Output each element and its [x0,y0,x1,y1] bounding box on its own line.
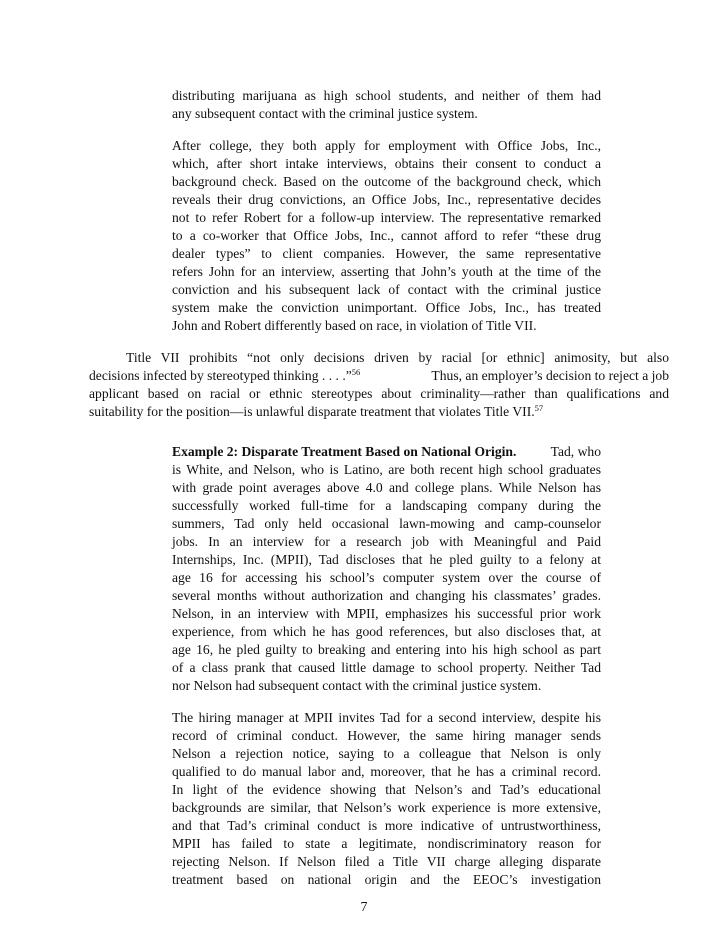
page-number: 7 [360,899,368,914]
text-line: jobs. In an interview for a research job with Meaningful and Paid [172,534,601,549]
text-line: distributing marijuana as high school students, and neither of them had [172,88,601,103]
text-line: Title VII prohibits “not only decisions driven by racial [or ethnic] animosity, but also [126,350,669,365]
text-line: rejecting Nelson. If Nelson filed a Title VII charge alleging disparate [172,854,601,869]
text-segment: decisions infected by stereotyped thinking . . . .”$^{56}$ [89,367,361,383]
text-line [89,367,669,385]
text-line: system make the conviction unimportant. Office Jobs, Inc., has treated [172,300,601,315]
text-line: Nelson a rejection notice, saying to a colleague that Nelson is only [172,746,601,761]
text-line: conviction and his subsequent lack of contact with the criminal justice [172,282,601,297]
text-line: refers John for an interview, asserting that John’s youth at the time of the [172,264,601,279]
text-line: is White, and Nelson, who is Latino, are both recent high school graduates [172,462,601,477]
text-line: and that Tad’s criminal conduct is more indicative of untrustworthiness, [172,818,601,833]
text-line: nor Nelson had subsequent contact with the criminal justice system. [172,678,542,693]
text-line: reveals their drug convictions, an Office Jobs, Inc., representative decides [172,192,601,207]
text-segment: Tad, who [544,444,601,459]
text-line: John and Robert differently based on race, in violation of Title VII. [172,318,537,333]
text-line: summers, Tad only held occasional lawn-mowing and camp-counselor [172,516,601,531]
text-line: MPII has failed to state a legitimate, nondiscriminatory reason for [172,836,601,851]
text-line: dealer types” to client companies. However, the same representative [172,246,601,261]
text-line: Internships, Inc. (MPII), Tad discloses that he pled guilty to a felony at [172,552,601,567]
text-segment: Thus, an employer’s decision to reject a job [424,368,669,383]
text-line: not to refer Robert for a follow-up interview. The representative remarked [172,210,601,225]
text-line [172,443,601,461]
text-line: The hiring manager at MPII invites Tad for a second interview, despite his [172,710,601,725]
footnote-ref[interactable]: 56 [351,367,361,377]
text-line: to a co-worker that Office Jobs, Inc., cannot afford to refer “these drug [172,228,601,243]
text-line: which, after short intake interviews, obtains their consent to conduct a [172,156,601,171]
text-line: qualified to do manual labor and, moreover, that he has a criminal record. [172,764,601,779]
text-line: In light of the evidence showing that Nelson’s and Tad’s educational [172,782,601,797]
text-line: several months without authorization and changing his classmates’ grades. [172,588,601,603]
text-line: experience, from which he has good references, but also discloses that, at [172,624,601,639]
text-line: After college, they both apply for employment with Office Jobs, Inc., [172,138,601,153]
text-line: backgrounds are similar, that Nelson’s work experience is more extensive, [172,800,601,815]
text-line: record of criminal conduct. However, the same hiring manager sends [172,728,601,743]
footnote-ref[interactable]: 57 [534,403,544,413]
text-line: applicant based on racial or ethnic stereotypes about criminality—rather than qualifications and [89,386,669,401]
text-line: of a class prank that caused little damage to school property. Neither Tad [172,660,601,675]
text-line: suitability for the position—is unlawful disparate treatment that violates Title VII.$^{57}$ [89,403,544,419]
text-line: age 16 for accessing his school’s computer system over the course of [172,570,601,585]
text-line: successfully worked full-time for a landscaping company during the [172,498,601,513]
text-line: with grade point averages above 4.0 and college plans. While Nelson has [172,480,601,495]
text-line: any subsequent contact with the criminal justice system. [172,106,478,121]
text-line: background check. Based on the outcome of the background check, which [172,174,601,189]
example-heading: Example 2: Disparate Treatment Based on National Origin. [172,444,517,459]
text-line: Nelson, in an interview with MPII, emphasizes his successful prior work [172,606,601,621]
text-line: age 16, he pled guilty to breaking and entering into his high school as part [172,642,601,657]
text-line: treatment based on national origin and the EEOC’s investigation [172,872,601,887]
